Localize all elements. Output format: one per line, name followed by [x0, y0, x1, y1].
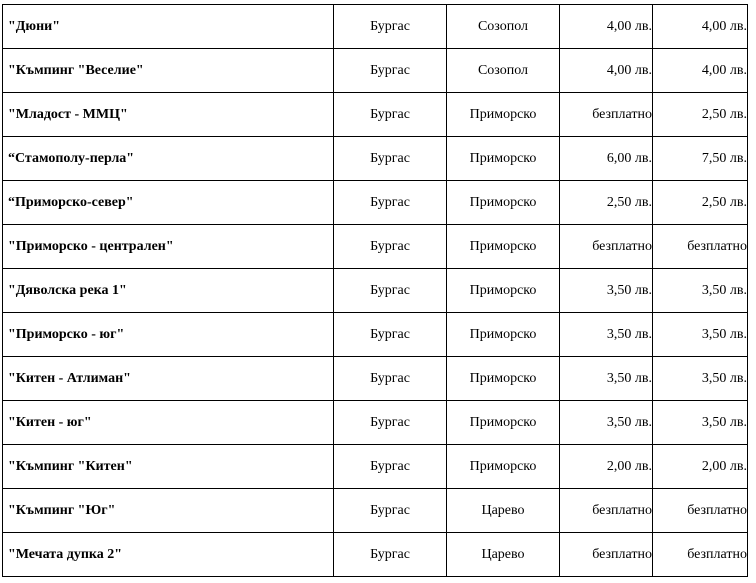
table-row: [3, 533, 748, 577]
beach-name-cell: "Мечата дупка 2": [3, 533, 334, 577]
table-row: [3, 225, 748, 269]
table-row: [3, 93, 748, 137]
table-row: [3, 181, 748, 225]
price-2-cell: 3,50 лв.: [653, 313, 748, 357]
table-row: [3, 401, 748, 445]
region-cell: Бургас: [334, 137, 447, 181]
town-cell: Царево: [447, 489, 560, 533]
beach-name-cell: "Китен - Атлиман": [3, 357, 334, 401]
beach-name-cell: “Стамополу-перла": [3, 137, 334, 181]
price-1-cell: 4,00 лв.: [560, 5, 653, 49]
price-1-cell: безплатно: [560, 533, 653, 577]
table-row: [3, 5, 748, 49]
price-1-cell: 3,50 лв.: [560, 313, 653, 357]
beach-name-cell: "Приморско - юг": [3, 313, 334, 357]
region-cell: Бургас: [334, 489, 447, 533]
beaches-table: [2, 4, 748, 577]
region-cell: Бургас: [334, 49, 447, 93]
table-row: [3, 49, 748, 93]
region-cell: Бургас: [334, 5, 447, 49]
price-2-cell: 7,50 лв.: [653, 137, 748, 181]
table-row: [3, 357, 748, 401]
region-cell: Бургас: [334, 93, 447, 137]
town-cell: Царево: [447, 533, 560, 577]
table-row: [3, 269, 748, 313]
town-cell: Приморско: [447, 181, 560, 225]
beach-name-cell: "Китен - юг": [3, 401, 334, 445]
price-2-cell: безплатно: [653, 489, 748, 533]
town-cell: Приморско: [447, 401, 560, 445]
town-cell: Приморско: [447, 225, 560, 269]
town-cell: Приморско: [447, 93, 560, 137]
town-cell: Приморско: [447, 269, 560, 313]
price-1-cell: 2,00 лв.: [560, 445, 653, 489]
region-cell: Бургас: [334, 401, 447, 445]
town-cell: Созопол: [447, 5, 560, 49]
region-cell: Бургас: [334, 445, 447, 489]
town-cell: Созопол: [447, 49, 560, 93]
beach-name-cell: "Дяволска река 1": [3, 269, 334, 313]
table-row: [3, 489, 748, 533]
price-1-cell: 2,50 лв.: [560, 181, 653, 225]
town-cell: Приморско: [447, 357, 560, 401]
price-2-cell: 3,50 лв.: [653, 269, 748, 313]
price-1-cell: безплатно: [560, 489, 653, 533]
region-cell: Бургас: [334, 269, 447, 313]
price-1-cell: 3,50 лв.: [560, 357, 653, 401]
table-row: [3, 313, 748, 357]
price-1-cell: 4,00 лв.: [560, 49, 653, 93]
price-2-cell: 3,50 лв.: [653, 357, 748, 401]
town-cell: Приморско: [447, 137, 560, 181]
price-1-cell: 6,00 лв.: [560, 137, 653, 181]
price-2-cell: 4,00 лв.: [653, 49, 748, 93]
price-1-cell: безплатно: [560, 225, 653, 269]
region-cell: Бургас: [334, 181, 447, 225]
price-2-cell: 4,00 лв.: [653, 5, 748, 49]
price-1-cell: безплатно: [560, 93, 653, 137]
table-row: [3, 445, 748, 489]
beach-name-cell: "Къмпинг "Веселие": [3, 49, 334, 93]
region-cell: Бургас: [334, 357, 447, 401]
beach-name-cell: “Приморско-север": [3, 181, 334, 225]
price-2-cell: 2,50 лв.: [653, 181, 748, 225]
price-1-cell: 3,50 лв.: [560, 401, 653, 445]
table-row: [3, 137, 748, 181]
beach-name-cell: "Дюни": [3, 5, 334, 49]
region-cell: Бургас: [334, 533, 447, 577]
price-2-cell: безплатно: [653, 533, 748, 577]
town-cell: Приморско: [447, 445, 560, 489]
region-cell: Бургас: [334, 313, 447, 357]
beach-name-cell: "Младост - ММЦ": [3, 93, 334, 137]
price-2-cell: безплатно: [653, 225, 748, 269]
price-1-cell: 3,50 лв.: [560, 269, 653, 313]
price-2-cell: 2,50 лв.: [653, 93, 748, 137]
region-cell: Бургас: [334, 225, 447, 269]
town-cell: Приморско: [447, 313, 560, 357]
beach-name-cell: "Къмпинг "Китен": [3, 445, 334, 489]
price-2-cell: 2,00 лв.: [653, 445, 748, 489]
price-2-cell: 3,50 лв.: [653, 401, 748, 445]
beaches-table-body: [3, 5, 748, 577]
beach-name-cell: "Приморско - централен": [3, 225, 334, 269]
beach-name-cell: "Къмпинг "Юг": [3, 489, 334, 533]
